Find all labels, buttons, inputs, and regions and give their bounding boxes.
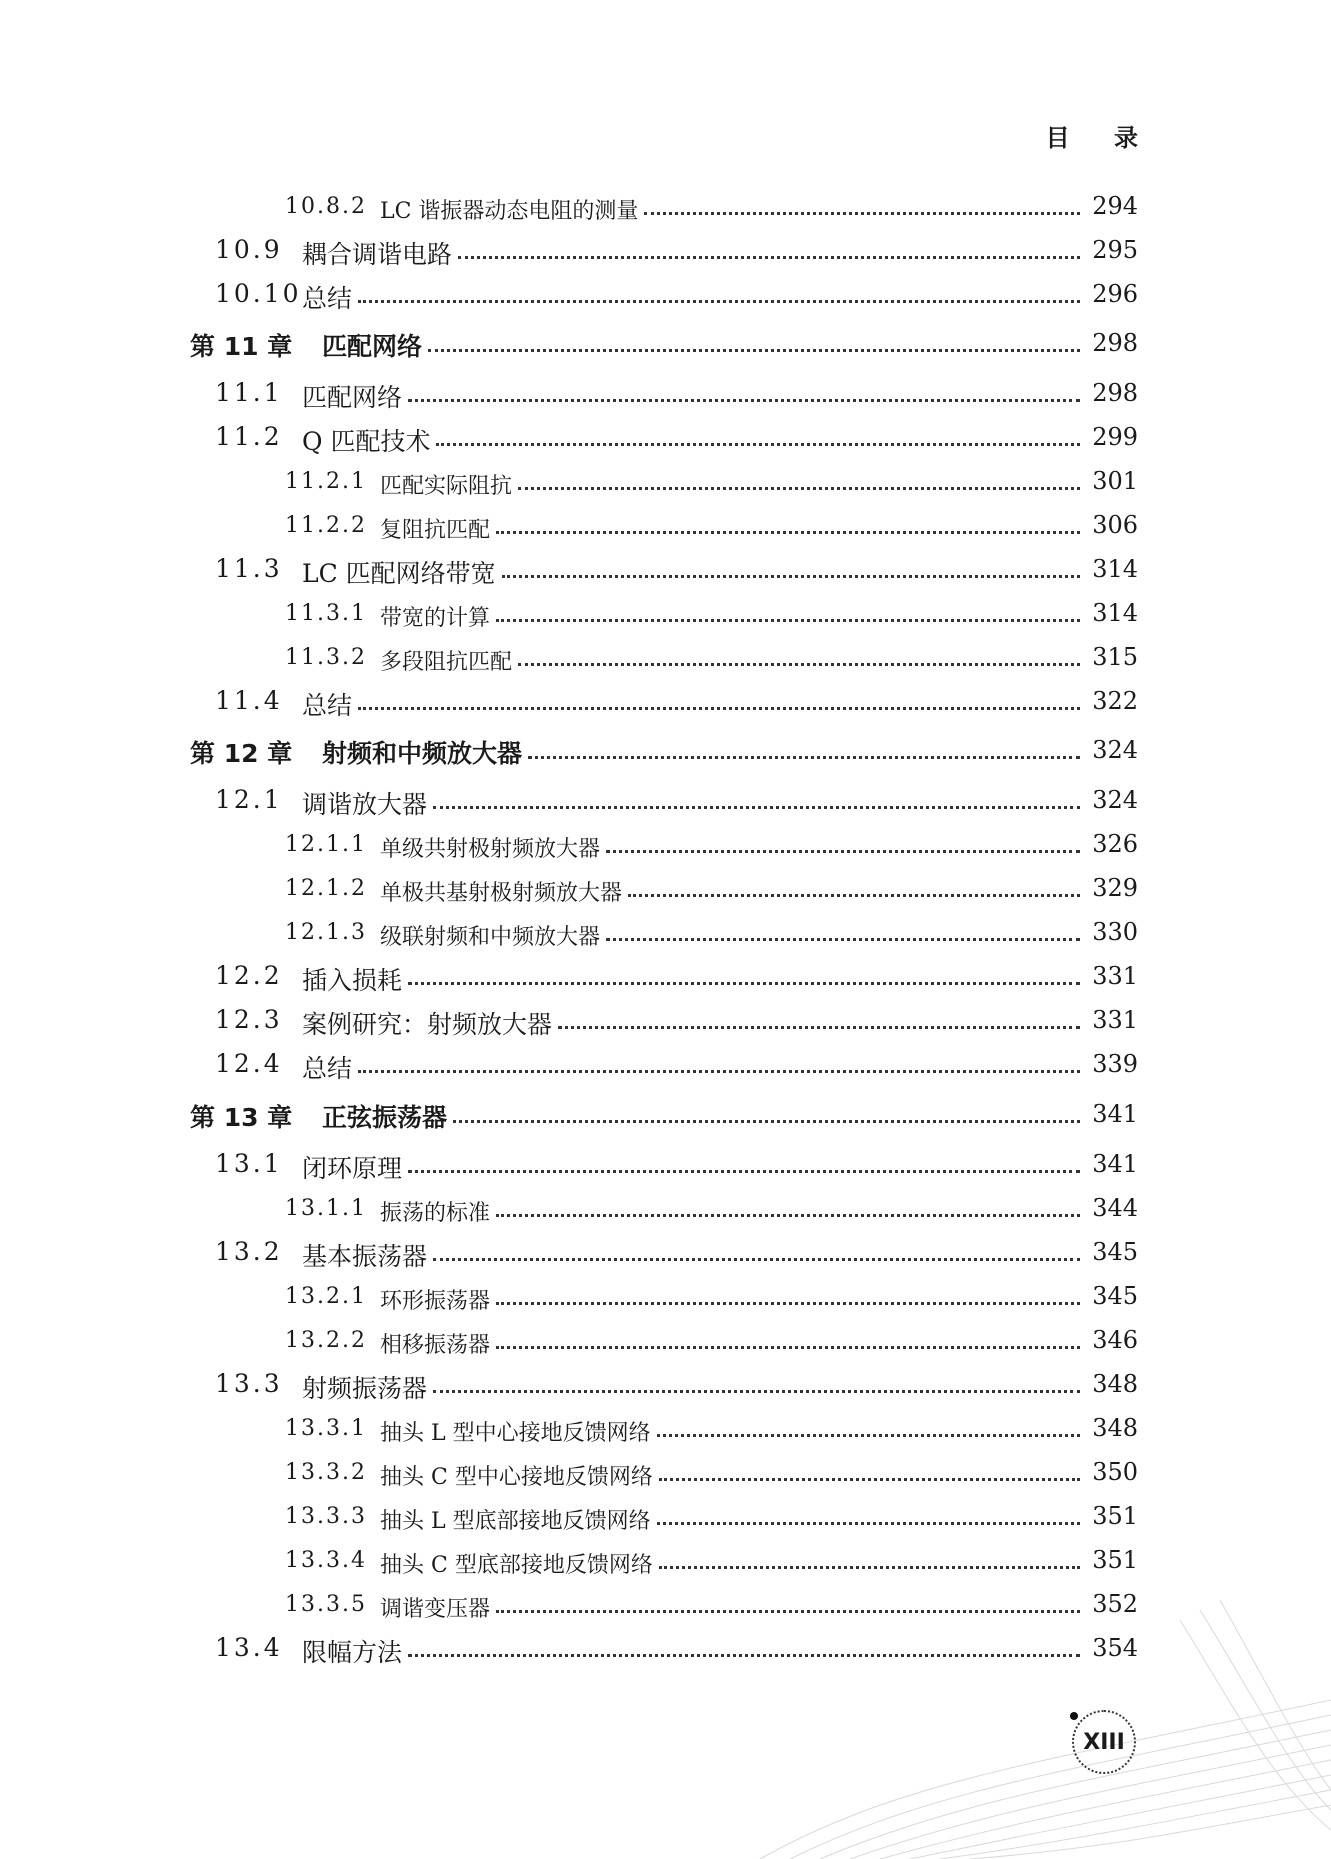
toc-entry-number: 12.2 <box>215 961 283 990</box>
toc-entry-page: 314 <box>1092 599 1138 627</box>
toc-dot-leader <box>518 487 1080 490</box>
toc-entry-page: 346 <box>1092 1326 1138 1354</box>
toc-entry[interactable] <box>0 683 1331 723</box>
toc-entry[interactable] <box>0 507 1331 547</box>
toc-entry-page: 299 <box>1092 423 1138 451</box>
toc-entry-title: 案例研究：射频放大器 <box>302 1010 553 1039</box>
toc-entry-page: 351 <box>1092 1546 1138 1574</box>
page-header-title: 目 录 <box>1045 124 1156 152</box>
toc-entry-number: 13.3.2 <box>285 1460 367 1485</box>
toc-entry-title: 正弦振荡器 <box>322 1103 448 1132</box>
toc-entry[interactable] <box>0 1002 1331 1042</box>
toc-entry-number: 13.1 <box>215 1149 283 1178</box>
toc-entry[interactable] <box>0 1096 1331 1136</box>
toc-entry-page: 314 <box>1092 555 1138 583</box>
toc-entry-number: 10.9 <box>215 235 283 264</box>
toc-entry[interactable] <box>0 1586 1331 1626</box>
toc-entry-title: LC 匹配网络带宽 <box>302 559 496 588</box>
toc-entry[interactable] <box>0 732 1331 772</box>
toc-entry[interactable] <box>0 1322 1331 1362</box>
toc-entry[interactable] <box>0 1366 1331 1406</box>
toc-dot-leader <box>496 1346 1080 1349</box>
toc-dot-leader <box>433 1390 1080 1393</box>
toc-entry-title: 闭环原理 <box>302 1154 403 1183</box>
toc-entry-number: 13.3.4 <box>285 1548 367 1573</box>
toc-dot-leader <box>358 707 1080 710</box>
toc-dot-leader <box>528 756 1080 759</box>
toc-dot-leader <box>408 982 1080 985</box>
toc-dot-leader <box>358 1070 1080 1073</box>
toc-entry-title: 限幅方法 <box>302 1638 403 1667</box>
toc-entry[interactable] <box>0 232 1331 272</box>
toc-entry-title: 匹配网络 <box>302 383 403 412</box>
toc-entry-title: 复阻抗匹配 <box>380 518 491 543</box>
toc-entry-page: 324 <box>1092 736 1138 764</box>
toc-entry-title: 插入损耗 <box>302 966 403 995</box>
toc-entry-number: 12.1.2 <box>285 876 367 901</box>
toc-entry-number: 10.8.2 <box>285 194 367 219</box>
toc-entry[interactable] <box>0 914 1331 954</box>
toc-entry-title: 匹配网络 <box>322 332 423 361</box>
toc-entry-page: 345 <box>1092 1282 1138 1310</box>
toc-dot-leader <box>518 663 1080 666</box>
toc-entry-title: 单级共射极射频放大器 <box>380 837 601 862</box>
toc-entry-page: 298 <box>1092 379 1138 407</box>
toc-entry-page: 344 <box>1092 1194 1138 1222</box>
toc-entry-title: 多段阻抗匹配 <box>380 650 513 675</box>
toc-entry[interactable] <box>0 1410 1331 1450</box>
toc-entry-page: 315 <box>1092 643 1138 671</box>
toc-entry-page: 296 <box>1092 280 1138 308</box>
toc-entry-page: 350 <box>1092 1458 1138 1486</box>
toc-entry-number: 12.3 <box>215 1005 283 1034</box>
toc-entry-number: 13.3 <box>215 1369 283 1398</box>
toc-entry[interactable] <box>0 1146 1331 1186</box>
toc-dot-leader <box>496 1610 1080 1613</box>
toc-entry-number: 12.4 <box>215 1049 283 1078</box>
toc-entry-title: Q 匹配技术 <box>302 427 431 456</box>
toc-dot-leader <box>428 349 1080 352</box>
toc-entry-number: 12.1.3 <box>285 920 367 945</box>
toc-entry-page: 348 <box>1092 1414 1138 1442</box>
toc-entry[interactable] <box>0 1190 1331 1230</box>
toc-entry-title: 级联射频和中频放大器 <box>380 925 601 950</box>
toc-entry-number: 11.2 <box>215 422 283 451</box>
toc-entry-page: 306 <box>1092 511 1138 539</box>
toc-entry-number: 第 12 章 <box>190 739 293 768</box>
toc-entry-number: 11.3 <box>215 554 283 583</box>
toc-entry-title: 抽头 C 型中心接地反馈网络 <box>380 1465 653 1490</box>
toc-dot-leader <box>657 1522 1080 1525</box>
toc-entry-page: 301 <box>1092 467 1138 495</box>
toc-dot-leader <box>358 300 1080 303</box>
toc-entry-title: 调谐放大器 <box>302 790 428 819</box>
toc-entry-title: 带宽的计算 <box>380 606 491 631</box>
toc-entry-number: 13.3.5 <box>285 1592 367 1617</box>
toc-entry[interactable] <box>0 188 1331 228</box>
toc-dot-leader <box>408 1170 1080 1173</box>
toc-entry-page: 354 <box>1092 1634 1138 1662</box>
toc-entry[interactable] <box>0 551 1331 591</box>
folio-dot-icon <box>1070 1712 1078 1720</box>
toc-dot-leader <box>433 1258 1080 1261</box>
toc-entry[interactable] <box>0 276 1331 316</box>
toc-entry-number: 11.2.2 <box>285 513 367 538</box>
toc-entry-page: 295 <box>1092 236 1138 264</box>
toc-entry-title: 匹配实际阻抗 <box>380 474 513 499</box>
toc-entry-page: 330 <box>1092 918 1138 946</box>
toc-dot-leader <box>408 399 1080 402</box>
toc-dot-leader <box>628 894 1080 897</box>
toc-entry-number: 12.1.1 <box>285 832 367 857</box>
toc-entry-title: 振荡的标准 <box>380 1201 491 1226</box>
toc-entry-page: 294 <box>1092 192 1138 220</box>
toc-entry-number: 13.2 <box>215 1237 283 1266</box>
toc-entry[interactable] <box>0 826 1331 866</box>
toc-entry[interactable] <box>0 1234 1331 1274</box>
toc-entry-number: 第 13 章 <box>190 1103 293 1132</box>
toc-entry[interactable] <box>0 463 1331 503</box>
toc-entry-number: 11.1 <box>215 378 283 407</box>
toc-dot-leader <box>496 1214 1080 1217</box>
toc-entry[interactable] <box>0 375 1331 415</box>
toc-entry-title: 抽头 C 型底部接地反馈网络 <box>380 1553 653 1578</box>
toc-entry-page: 298 <box>1092 329 1138 357</box>
toc-dot-leader <box>436 443 1080 446</box>
toc-entry[interactable] <box>0 870 1331 910</box>
toc-entry-number: 12.1 <box>215 785 283 814</box>
toc-entry-number: 11.3.2 <box>285 645 367 670</box>
toc-dot-leader <box>502 575 1080 578</box>
toc-entry-title: 耦合调谐电路 <box>302 240 453 269</box>
toc-entry-title: 单极共基射极射频放大器 <box>380 881 623 906</box>
toc-entry-number: 13.3.1 <box>285 1416 367 1441</box>
toc-entry[interactable] <box>0 595 1331 635</box>
toc-entry-title: 基本振荡器 <box>302 1242 428 1271</box>
toc-entry-title: 调谐变压器 <box>380 1597 491 1622</box>
toc-dot-leader <box>657 1434 1080 1437</box>
toc-entry-number: 11.2.1 <box>285 469 367 494</box>
toc-entry-number: 13.1.1 <box>285 1196 367 1221</box>
toc-entry-number: 13.2.2 <box>285 1328 367 1353</box>
toc-entry[interactable] <box>0 958 1331 998</box>
toc-entry-title: 射频振荡器 <box>302 1374 428 1403</box>
toc-dot-leader <box>453 1120 1080 1123</box>
toc-entry-page: 345 <box>1092 1238 1138 1266</box>
toc-entry-number: 13.4 <box>215 1633 283 1662</box>
toc-dot-leader <box>644 212 1080 215</box>
toc-entry-title: 相移振荡器 <box>380 1333 491 1358</box>
toc-entry-title: 总结 <box>302 691 353 720</box>
toc-dot-leader <box>496 531 1080 534</box>
toc-dot-leader <box>496 619 1080 622</box>
toc-entry[interactable] <box>0 1542 1331 1582</box>
toc-entry[interactable] <box>0 782 1331 822</box>
toc-entry-number: 11.4 <box>215 686 283 715</box>
toc-dot-leader <box>659 1478 1080 1481</box>
toc-entry-title: 总结 <box>302 284 353 313</box>
toc-entry-number: 13.2.1 <box>285 1284 367 1309</box>
toc-entry-page: 331 <box>1092 1006 1138 1034</box>
toc-entry[interactable] <box>0 419 1331 459</box>
toc-dot-leader <box>433 806 1080 809</box>
toc-entry[interactable] <box>0 1278 1331 1318</box>
toc-entry-page: 341 <box>1092 1150 1138 1178</box>
toc-entry-number: 第 11 章 <box>190 332 293 361</box>
toc-entry-number: 11.3.1 <box>285 601 367 626</box>
toc-entry-title: LC 谐振器动态电阻的测量 <box>380 199 639 224</box>
toc-entry-title: 抽头 L 型中心接地反馈网络 <box>380 1421 651 1446</box>
toc-entry-page: 348 <box>1092 1370 1138 1398</box>
toc-dot-leader <box>458 256 1080 259</box>
toc-entry-page: 324 <box>1092 786 1138 814</box>
toc-dot-leader <box>606 938 1080 941</box>
toc-entry[interactable] <box>0 639 1331 679</box>
toc-entry[interactable] <box>0 1498 1331 1538</box>
toc-dot-leader <box>606 850 1080 853</box>
toc-entry-title: 环形振荡器 <box>380 1289 491 1314</box>
toc-entry-page: 352 <box>1092 1590 1138 1618</box>
toc-entry-page: 326 <box>1092 830 1138 858</box>
toc-dot-leader <box>496 1302 1080 1305</box>
toc-entry[interactable] <box>0 1046 1331 1086</box>
toc-entry-page: 339 <box>1092 1050 1138 1078</box>
toc-entry-number: 13.3.3 <box>285 1504 367 1529</box>
toc-entry[interactable] <box>0 1454 1331 1494</box>
toc-entry[interactable] <box>0 1630 1331 1670</box>
toc-entry-page: 331 <box>1092 962 1138 990</box>
toc-entry-page: 351 <box>1092 1502 1138 1530</box>
toc-entry[interactable] <box>0 325 1331 365</box>
toc-entry-page: 322 <box>1092 687 1138 715</box>
toc-entry-page: 329 <box>1092 874 1138 902</box>
toc-entry-number: 10.10 <box>215 279 302 308</box>
toc-entry-title: 射频和中频放大器 <box>322 739 523 768</box>
toc-dot-leader <box>558 1026 1080 1029</box>
toc-dot-leader <box>659 1566 1080 1569</box>
page-number-badge: XIII <box>1072 1710 1136 1774</box>
toc-dot-leader <box>408 1654 1080 1657</box>
toc-entry-title: 抽头 L 型底部接地反馈网络 <box>380 1509 651 1534</box>
toc-entry-page: 341 <box>1092 1100 1138 1128</box>
toc-entry-title: 总结 <box>302 1054 353 1083</box>
